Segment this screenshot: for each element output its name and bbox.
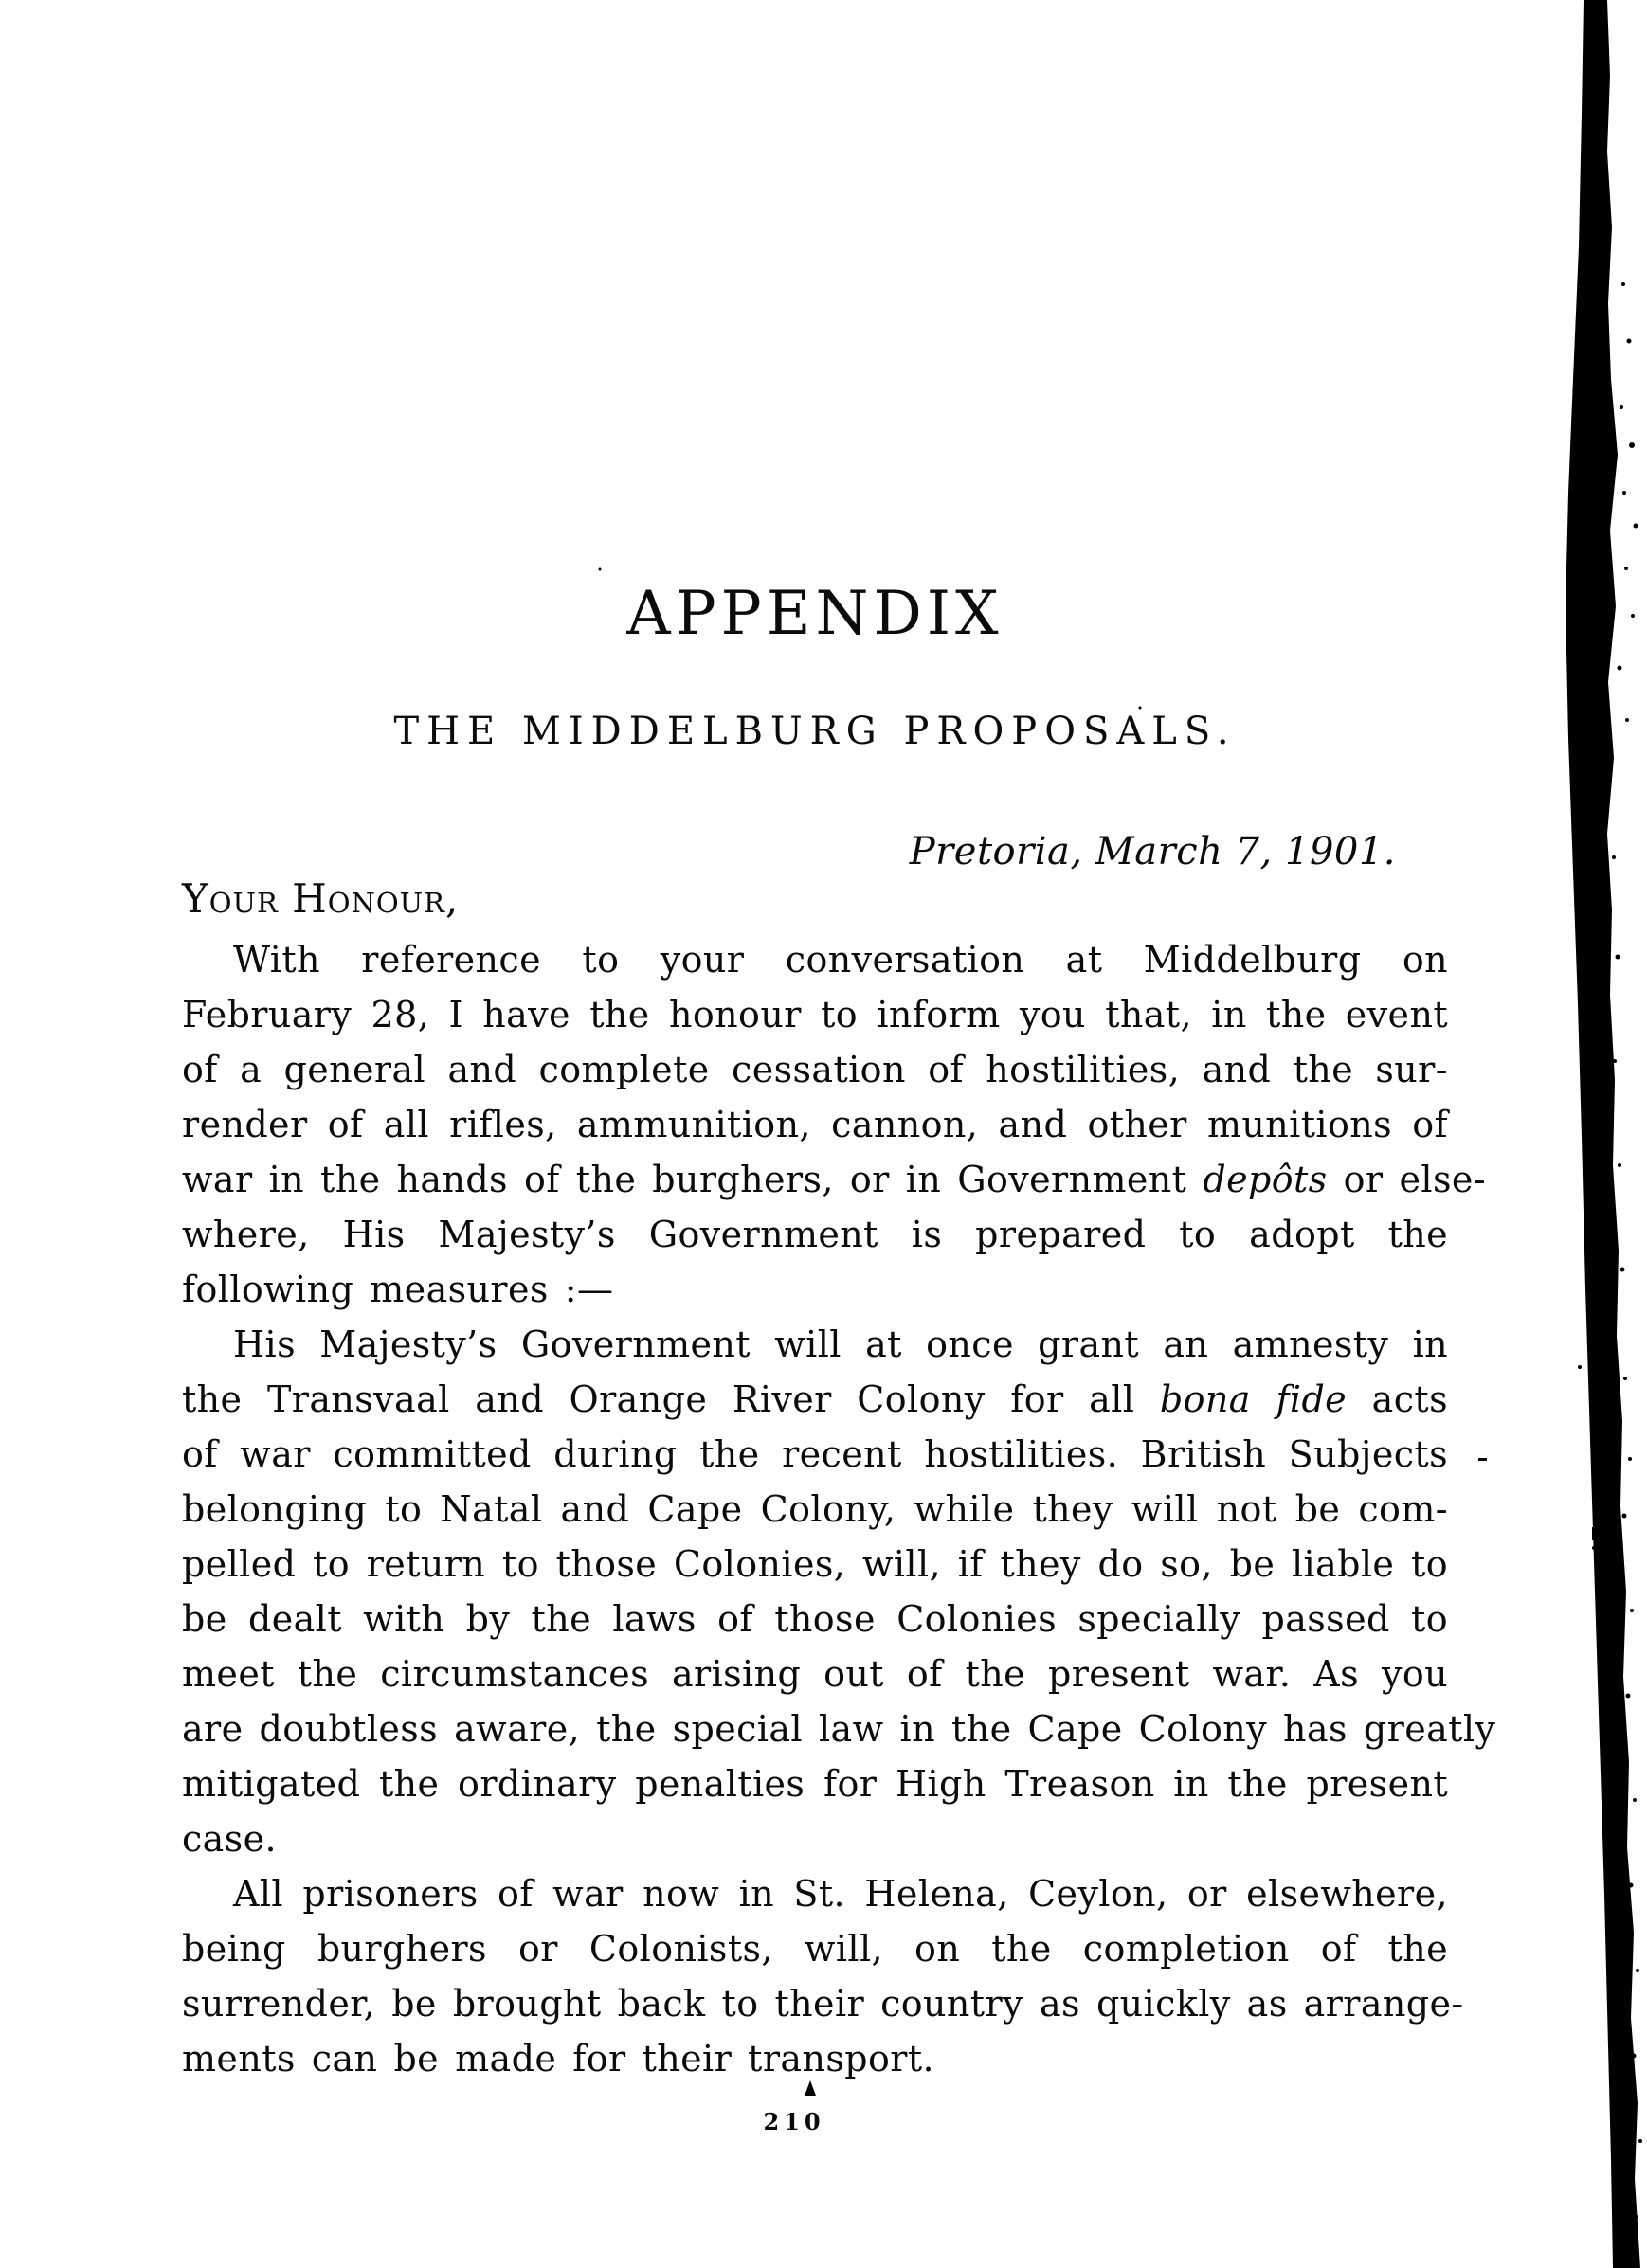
text-line: are doubtless aware, the special law in the Cape Colony has greatly <box>182 1708 1496 1750</box>
dateline: Pretoria, March 7, 1901. <box>909 830 1396 873</box>
text-line: of war committed during the recent hostilities. British Subjects <box>182 1433 1448 1475</box>
text-line: war in the hands of the burghers, or in Government depôts or else- <box>182 1159 1486 1200</box>
text-line: pelled to return to those Colonies, will, if they do so, be liable to <box>182 1543 1448 1585</box>
text-line: mitigated the ordinary penalties for High Treason in the present <box>182 1763 1448 1805</box>
letter-body <box>182 932 1496 2086</box>
page-number: 210 <box>763 2108 825 2135</box>
text-line: belonging to Natal and Cape Colony, while they will not be com- <box>182 1488 1448 1530</box>
paragraph <box>182 1866 1464 2086</box>
text-line: where, His Majesty’s Government is prepared to adopt the <box>182 1214 1448 1255</box>
text-line: meet the circumstances arising out of the present war. As you <box>182 1653 1448 1695</box>
text-line: His Majesty’s Government will at once grant an amnesty in <box>233 1323 1448 1365</box>
text-line: case. <box>182 1818 278 1860</box>
text-line: following measures :— <box>182 1269 614 1310</box>
text-line: be dealt with by the laws of those Colonies specially passed to <box>182 1598 1448 1640</box>
text-line: All prisoners of war now in St. Helena, Ceylon, or elsewhere, <box>233 1873 1448 1915</box>
text-line: February 28, I have the honour to inform you that, in the event <box>182 994 1448 1035</box>
salutation: Your Honour, <box>182 875 460 922</box>
text-line: surrender, be brought back to their country as quickly as arrange- <box>182 1983 1464 2025</box>
text-line: render of all rifles, ammunition, cannon, and other munitions of <box>182 1104 1448 1145</box>
page-title: APPENDIX <box>626 579 1004 649</box>
text-line: being burghers or Colonists, will, on the completion of the <box>182 1928 1448 1970</box>
section-heading: THE MIDDELBURG PROPOSALS. <box>393 710 1237 753</box>
text-line: of a general and complete cessation of hostilities, and the sur- <box>182 1049 1448 1090</box>
text-line: the Transvaal and Orange River Colony for all bona fide acts <box>182 1378 1448 1420</box>
paragraph <box>182 1317 1496 1866</box>
paragraph <box>182 932 1486 1317</box>
text-line: With reference to your conversation at Middelburg on <box>233 939 1448 981</box>
text-line: ments can be made for their transport. <box>182 2038 934 2079</box>
